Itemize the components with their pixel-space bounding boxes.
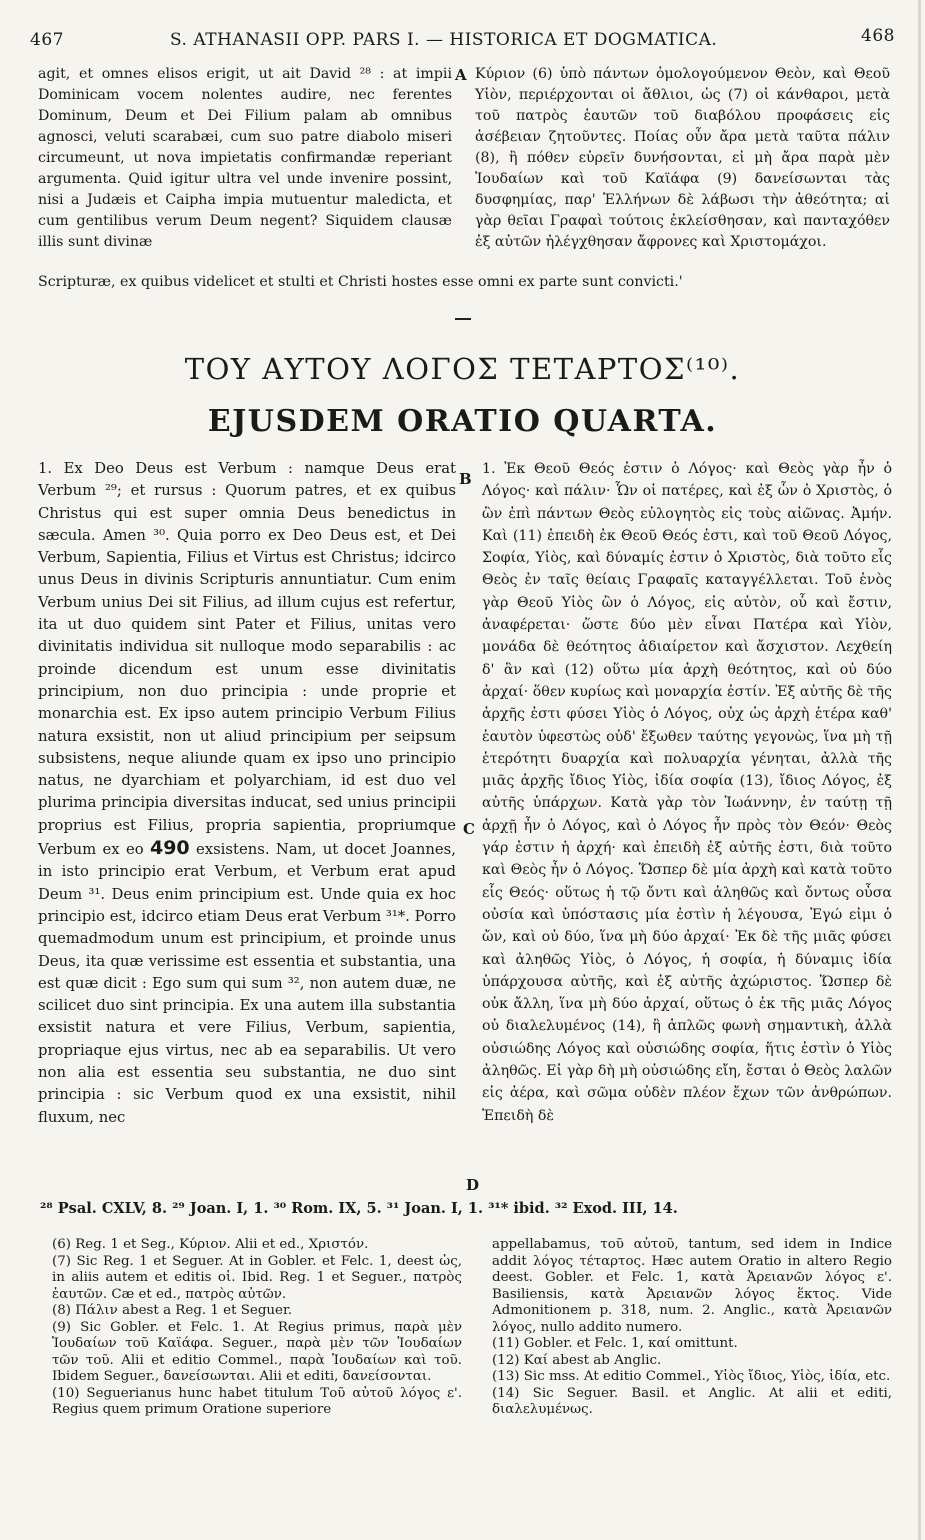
footnote: appellabamus, τοῦ αὐτοῦ, tantum, sed idem in Indice addit λόγος τέταρτος. Hæc autem Oratio in altero Regio deest. Gobler. et Felc. 1, κατὰ Ἀρειανῶν λόγος ε'. Basiliensis, κατὰ Ἀρειανῶν λόγος ἕκτος. Vide Admonitionem p. 318, num. 2. Anglic., κατὰ Ἀρειανῶν λόγος, nullo addito numero. [492,1237,892,1335]
latin-last-line: Scripturæ, ex quibus videlicet et stulti et Christi hostes esse omni ex parte sunt convicti.' [38,274,683,290]
latin-paragraph-main [38,458,456,1129]
margin-marker-c: C [463,820,475,838]
greek-title: ΤΟΥ ΑΥΤΟΥ ΛΟΓΟΣ ΤΕΤΑΡΤΟΣ⁽¹⁰⁾. [184,352,741,386]
footnote: (9) Sic Gobler. et Felc. 1. At Regius primus, παρὰ μὲν Ἰουδαίων τοῦ Καϊάφα. Seguer., παρὰ μὲν τῶν Ἰουδαίων τῶν τοῦ. Alii et editio Commel., παρὰ Ἰουδαίων καὶ τοῦ. Ibidem Seguer., δανείσωνται. Alii et editi, δανείσονται. [52,1319,462,1384]
greek-paragraph-top: Κύριον (6) ὑπὸ πάντων ὁμολογούμενον Θεὸν, καὶ Θεοῦ Υἱὸν, περιέρχονται οἱ ἄθλιοι, ὡς (7) οἱ κάνθαροι, μετὰ τοῦ πατρὸς ἑαυτῶν τοῦ διαβόλου προφάσεις εἰς ἀσέβειαν ζητοῦντες. Ποίας οὖν ἄρα μετὰ ταῦτα πάλιν (8), ἢ πόθεν εὑρεῖν δυνήσονται, εἰ μὴ ἄρα παρὰ μὲν Ἰουδαίων καὶ τοῦ Καϊάφα (9) δανείσωνται τὰς δυσφημίας, παρ' Ἑλλήνων δὲ λάβωσι τὴν ἀθεότητα; αἱ γὰρ θεῖαι Γραφαὶ τούτοις ἐκλείσθησαν, καὶ πανταχόθεν ἐξ αὐτῶν ἠλέγχθησαν ἄφρονες καὶ Χριστομάχοι. [475,66,890,250]
scripture-references: ²⁸ Psal. CXLV, 8. ²⁹ Joan. I, 1. ³⁰ Rom. IX, 5. ³¹ Joan. I, 1. ³¹* ibid. ³² Exod. III, 14. [40,1200,678,1217]
footnote: (13) Sic mss. At editio Commel., Υἱὸς ἴδιος, Υἱὸς, ἰδία, etc. [492,1369,891,1384]
latin-paragraph-top: agit, et omnes elisos erigit, ut ait David ²⁸ : at impii Dominicam vocem nolentes audire, nec ferentes Dominum, Deum et Dei Filium palam ab omnibus agnosci, veluti scarabæi, cum suo patre diabolo miseri circumeunt, ut nova impietatis confirmandæ reperiant argumenta. Quid igitur ultra vel unde invenire possint, nisi a Judæis et Caipha impia mutuentur maledicta, et cum gentilibus verum Deum negent? Siquidem clausæ illis sunt divinæ [38,66,452,250]
section-divider [455,318,471,320]
latin-text-part-2: exsistens. Nam, ut docet Joannes, in isto principio erat Verbum, et Verbum erat apud Deum ³¹. Deus enim principium est. Unde quia ex hoc principio est, idcirco etiam Deus erat Verbum ³¹*. Porro quemadmodum unum est principium, et proinde unus Deus, ita quæ verissime est essentia et substantia, una est quæ dicit : Ego sum qui sum ³², non autem duæ, ne scilicet duo sint principia. Ex una autem illa substantia exsistit natura et vere Filius, Verbum, sapientia, propriaque ejus virtus, nec ab ea separabilis. Ut vero non alia est essentia seu substantia, ne duo sint principia : sic Verbum quod ex una exsistit, nihil fluxum, nec [38,841,456,1126]
running-header [30,26,895,54]
greek-column-top [475,64,890,253]
greek-paragraph-main: 1. Ἐκ Θεοῦ Θεός ἐστιν ὁ Λόγος· καὶ Θεὸς γὰρ ἦν ὁ Λόγος· καὶ πάλιν· Ὧν οἱ πατέρες, καὶ ἐξ ὧν ὁ Χριστὸς, ὁ ὢν ἐπὶ πάντων Θεὸς εὐλογητὸς εἰς τοὺς αἰῶνας. Ἀμήν. Καὶ (11) ἐπειδὴ ἐκ Θεοῦ Θεός ἐστι, καὶ τοῦ Θεοῦ Λόγος, Σοφία, Υἱὸς, καὶ δύναμίς ἐστιν ὁ Χριστὸς, διὰ τοῦτο εἷς Θεὸς ἐν ταῖς θείαις Γραφαῖς καταγγέλλεται. Τοῦ ἑνὸς γὰρ Θεοῦ Υἱὸς ὢν ὁ Λόγος, εἰς αὐτὸν, οὗ καὶ ἔστιν, ἀναφέρεται· ὥστε δύο μὲν εἶναι Πατέρα καὶ Υἱὸν, μονάδα δὲ θεότητος ἀδιαίρετον καὶ ἄσχιστον. Λεχθείη δ' ἂν καὶ (12) οὕτω μία ἀρχὴ θεότητος, καὶ οὐ δύο ἀρχαί· ὅθεν κυρίως καὶ μοναρχία ἐστίν. Ἐξ αὐτῆς δὲ τῆς ἀρχῆς ἐστι φύσει Υἱὸς ὁ Λόγος, οὐχ ὡς ἀρχὴ ἑτέρα καθ' ἑαυτὸν ὑφεστὼς οὐδ' ἔξωθεν ταύτης γεγονὼς, ἵνα μὴ τῇ ἑτερότητι δυαρχία καὶ πολυαρχία γένηται, ἀλλὰ τῆς μιᾶς ἀρχῆς ἴδιος Υἱὸς, ἰδία σοφία (13), ἴδιος Λόγος, ἐξ αὐτῆς ὑπάρχων. Κατὰ γὰρ τὸν Ἰωάννην, ἐν ταύτῃ τῇ ἀρχῇ ἦν ὁ Λόγος, καὶ ὁ Λόγος ἦν πρὸς τὸν Θεόν· Θεὸς γάρ ἐστιν ἡ ἀρχή· καὶ ἐπειδὴ ἐξ αὐτῆς ἐστι, διὰ τοῦτο καὶ Θεὸς ἦν ὁ Λόγος. Ὥσπερ δὲ μία ἀρχὴ καὶ κατὰ τοῦτο εἷς Θεός· οὕτως ἡ τῷ ὄντι καὶ ἀληθῶς καὶ ὄντως οὖσα οὐσία καὶ ὑπόστασις μία ἐστὶν ἡ λέγουσα, Ἐγώ εἰμι ὁ ὤν, καὶ οὐ δύο, ἵνα μὴ δύο ἀρχαί· Ἐκ δὲ τῆς μιᾶς φύσει καὶ ἀληθῶς Υἱὸς, ὁ Λόγος, ἡ σοφία, ἡ δύναμις ἰδία ὑπάρχουσα αὐτῆς, καὶ ἐξ αὐτῆς ἀχώριστος. Ὥσπερ δὲ οὐκ ἄλλη, ἵνα μὴ δύο ἀρχαί, οὕτως ὁ ἐκ τῆς μιᾶς Λόγος οὐ διαλελυμένος (14), ἢ ἁπλῶς φωνὴ σημαντικὴ, ἀλλὰ οὐσιώδης Λόγος καὶ οὐσιώδης σοφία, ἥτις ἐστὶν ὁ Υἱὸς ἀληθῶς. Εἰ γὰρ δὴ μὴ οὐσιώδης εἴη, ἔσται ὁ Θεὸς λαλῶν εἰς ἀέρα, καὶ σῶμα οὐδὲν πλέον ἔχων τῶν ἀνθρώπων. Ἐπειδὴ δὲ [482,461,892,1124]
margin-marker-a: A [455,66,467,84]
footnote: (7) Sic Reg. 1 et Seguer. At in Gobler. et Felc. 1, deest ὡς, in aliis autem et editis οἱ. Ibid. Reg. 1 et Seguer., πατρὸς ἑαυτῶν. Cæ et ed., πατρὸς αὐτῶν. [52,1253,462,1302]
footnote: (6) Reg. 1 et Seg., Κύριον. Alii et ed., Χριστόν. [52,1237,369,1252]
margin-marker-b: B [459,470,472,488]
latin-column-main [38,458,456,1129]
latin-title: EJUSDEM ORATIO QUARTA. [207,404,718,439]
margin-marker-d: D [466,1176,480,1194]
footnote: (11) Gobler. et Felc. 1, καί omittunt. [492,1336,738,1351]
footnote: (10) Seguerianus hunc habet titulum Τοῦ αὐτοῦ λόγος ε'. Regius quem primum Oratione superiore [52,1385,462,1417]
latin-column-top [38,64,452,253]
footnote: (14) Sic Seguer. Basil. et Anglic. At alii et editi, διαλελυμένως. [492,1385,892,1417]
running-title: S. ATHANASII OPP. PARS I. — HISTORICA ET DOGMATICA. [170,30,718,50]
footnotes-left [52,1237,462,1419]
page-number-right: 468 [861,26,895,46]
page-edge [918,0,921,1540]
greek-column-main [482,458,892,1127]
column-number: 490 [149,837,190,860]
footnote: (12) Καί abest ab Anglic. [492,1352,662,1368]
footnotes-right [492,1237,892,1419]
latin-text-part-1: 1. Ex Deo Deus est Verbum : namque Deus erat Verbum ²⁹; et rursus : Quorum patres, et ex quibus Christus qui est super omnia Deus benedictus in sæcula. Amen ³⁰. Quia porro ex Deo Deus est, et Dei Verbum, Sapientia, Filius et Virtus est Christus; idcirco unus Deus in divinis Scripturis annuntiatur. Cum enim Verbum unius Dei sit Filius, ad illum cujus est refertur, ita ut duo quidem sint Pater et Filius, unitas vero divinitatis individua sit nulloque modo separabilis : ac proinde dicendum est unum esse divinitatis principium, non duo principia : unde proprie et monarchia est. Ex ipso autem principio Verbum Filius natura exsistit, non ut aliud principium per seipsum subsistens, neque aliunde quam ex ipso uno principio natus, ne dyarchiam et polyarchiam, id est duo vel plurima principia diversitas inducat, sed unius principii proprius est Filius, propria sapientia, propriumque Verbum ex eo [38,460,456,859]
page-number-left: 467 [30,30,64,50]
footnote: (8) Πάλιν abest a Reg. 1 et Seguer. [52,1303,293,1318]
